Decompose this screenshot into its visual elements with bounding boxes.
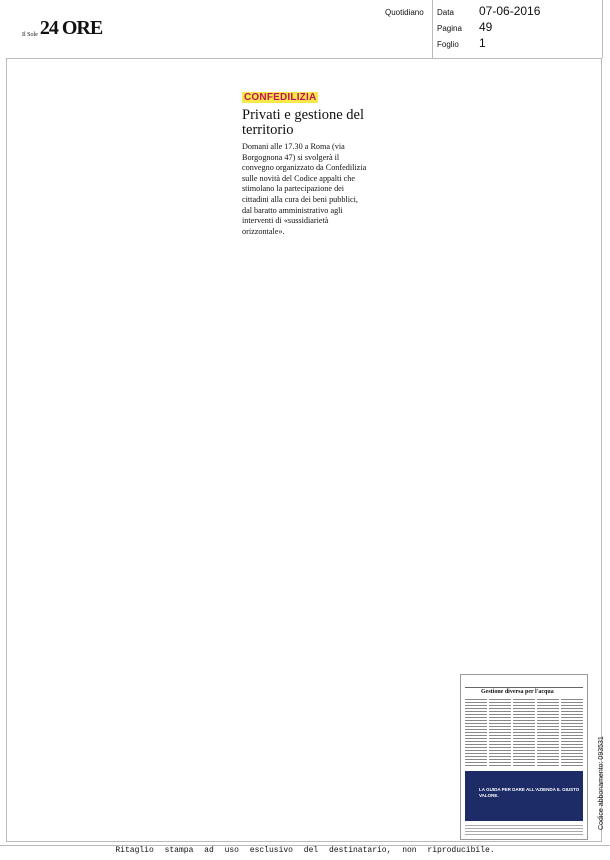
thumbnail-footer-text — [465, 825, 583, 837]
meta-value: 1 — [479, 36, 486, 50]
article — [242, 87, 367, 237]
thumbnail-headline: Gestione diversa per l'acqua — [481, 689, 554, 695]
meta-row-date — [437, 4, 540, 20]
meta-value: 49 — [479, 20, 493, 34]
thumbnail-column — [465, 699, 487, 767]
meta-label: Foglio — [437, 40, 459, 49]
subscription-code-text: Codice abbonamento: 093531 — [598, 736, 605, 830]
thumbnail-column — [561, 699, 583, 767]
meta-value: 07-06-2016 — [479, 4, 541, 18]
meta-block — [437, 4, 540, 52]
thumbnail-column — [489, 699, 511, 767]
meta-row-page — [437, 20, 540, 36]
thumbnail-advert — [465, 771, 583, 821]
meta-label: Data — [437, 8, 454, 17]
thumbnail-header-rule — [465, 679, 583, 688]
masthead-title: 24 ORE — [39, 17, 103, 39]
thumbnail-column — [537, 699, 559, 767]
thumbnail-advert-text: LA GUIDA PER DARE ALL'AZIENDA IL GIUSTO VALORE. — [479, 787, 580, 798]
masthead-logo — [22, 18, 102, 38]
publication-type: Quotidiano — [385, 8, 424, 17]
thumbnail-column — [513, 699, 535, 767]
meta-row-sheet — [437, 36, 540, 52]
meta-label: Pagina — [437, 24, 462, 33]
page-thumbnail — [460, 674, 588, 840]
header-divider — [432, 0, 433, 58]
article-kicker: CONFEDILIZIA — [244, 92, 317, 103]
article-body: Domani alle 17.30 a Roma (via Borgognona 47) si svolgerà il convegno organizzato da Confedilizia sulle novità del Codice appalti che stimolano la partecipazione dei cittadini alla cura dei beni pubblici, dal baratto amministrativo agli interventi di «sussidiarietà orizzontale». — [242, 142, 367, 236]
article-headline: Privati e gestione del territorio — [242, 107, 365, 138]
header-divider-right — [602, 0, 603, 58]
masthead-small-text: Il Sole — [22, 32, 38, 38]
subscription-code — [598, 730, 608, 830]
footer-notice: Ritaglio stampa ad uso esclusivo del destinatario, non riproducibile. — [115, 846, 495, 855]
